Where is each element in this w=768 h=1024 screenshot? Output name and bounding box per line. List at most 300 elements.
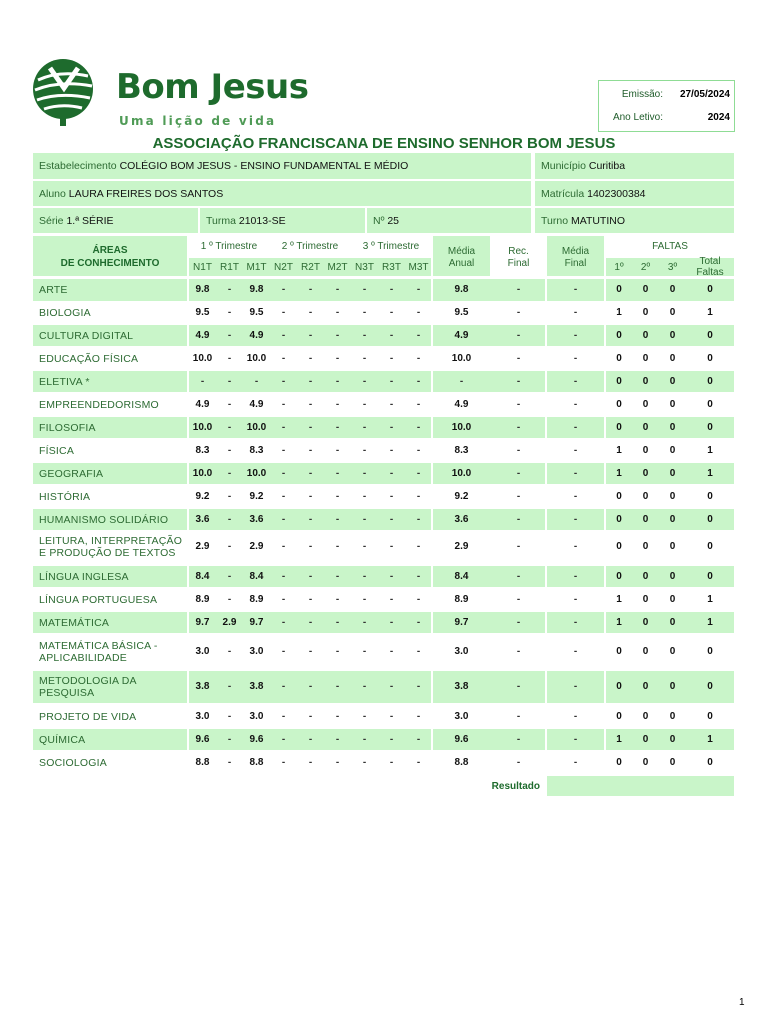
aluno-field [33,181,531,206]
matricula-value: 1402300384 [587,188,646,200]
header-sub-m2t: M2T [327,262,348,273]
grade-cell: - [308,756,313,768]
grade-cell: 8.8 [454,756,469,768]
grade-cell: - [281,329,286,341]
grade-cell: - [335,593,340,605]
grade-cell: - [416,616,421,628]
grade-cell: - [308,593,313,605]
grade-cell: 0 [616,710,622,722]
grade-cell: 10.0 [451,421,472,433]
turma-field [200,208,365,233]
grade-cell: 9.7 [249,616,264,628]
grade-cell: 0 [616,490,622,502]
grade-cell: 1 [616,593,622,605]
grade-cell: - [335,616,340,628]
subject-name: SOCIOLOGIA [39,756,107,769]
grade-cell: 8.3 [454,444,469,456]
grade-cell: - [308,375,313,387]
grade-cell: - [389,284,394,295]
grade-cell: 3.0 [454,646,469,657]
grade-cell: 3.8 [454,681,469,692]
grade-cell: - [281,284,286,295]
header-trimestre-1: 1 º Trimestre [200,241,258,252]
grade-cell: - [335,681,340,692]
grade-cell: 10.0 [192,467,213,479]
grade-cell: 3.0 [249,646,264,657]
grade-cell: 0 [707,570,713,582]
grade-cell: - [416,570,421,582]
header-faltas-1: 1º [614,262,624,273]
grade-cell: - [281,513,286,525]
header-sub-m1t: M1T [246,262,267,273]
grade-cell: - [573,593,578,605]
grade-cell: - [573,570,578,582]
grade-cell: - [227,710,232,722]
header-faltas-2: 2º [640,262,651,273]
grade-cell: 8.8 [249,756,264,768]
grade-cell: 0 [669,284,676,295]
grade-cell: 0 [642,444,649,456]
grade-cell: 9.5 [454,306,469,318]
grade-cell: - [362,490,367,502]
grade-cell: - [516,306,521,318]
grade-cell: 10.0 [246,467,267,479]
subject-name: HUMANISMO SOLIDÁRIO [39,513,169,526]
grade-cell: 0 [669,490,676,502]
grade-cell: 8.3 [195,444,210,456]
grade-cell: - [227,444,232,456]
grade-cell: - [308,352,313,364]
grade-cell: - [281,681,286,692]
grade-cell: 0 [642,681,649,692]
grade-cell: 1 [707,593,713,605]
grade-cell: 0 [642,467,649,479]
grade-cell: - [362,541,367,552]
subject-name: MATEMÁTICA BÁSICA - APLICABILIDADE [39,640,158,664]
header-sub-n1t: N1T [193,262,212,273]
grade-cell: 0 [642,733,649,745]
grade-cell: 0 [669,375,676,387]
grade-cell: 0 [669,756,676,768]
grade-cell: 0 [642,646,649,657]
grade-cell: - [416,681,421,692]
grade-cell: - [516,421,521,433]
grade-cell: - [308,306,313,318]
grade-cell: - [573,681,578,692]
grade-cell: 9.6 [454,733,469,745]
grade-cell: - [254,375,259,387]
grade-cell: 0 [669,570,676,582]
grade-cell: 2.9 [195,541,210,552]
numero-value: 25 [387,215,400,227]
subject-name: LEITURA, INTERPRETAÇÃO E PRODUÇÃO DE TEXTOS [39,535,183,559]
grade-cell: - [416,490,421,502]
grade-cell: 0 [669,306,676,318]
grade-cell: - [281,467,286,479]
grade-cell: - [416,375,421,387]
grade-cell: 9.2 [249,490,264,502]
grade-cell: - [227,467,232,479]
page-number: 1 [739,997,745,1008]
brand-tagline: Uma lição de vida [119,114,277,128]
grade-cell: 0 [642,306,649,318]
matricula-label: Matrícula [541,188,585,200]
grade-cell: 0 [707,375,713,387]
grade-cell: - [573,284,578,295]
grade-cell: - [516,733,521,745]
grade-cell: - [335,756,340,768]
grade-cell: 9.2 [454,490,469,502]
grade-cell: - [389,513,394,525]
grade-cell: - [362,710,367,722]
grade-cell: - [416,513,421,525]
grade-cell: - [573,306,578,318]
grade-cell: 3.0 [454,710,469,722]
grade-cell: - [389,329,394,341]
grade-cell: - [308,681,313,692]
grade-cell: 9.8 [195,284,210,295]
grade-cell: - [516,329,521,341]
grade-cell: 0 [642,756,649,768]
page-title: ASSOCIAÇÃO FRANCISCANA DE ENSINO SENHOR BOM JESUS [152,135,616,152]
header-faltas: FALTAS [652,241,688,252]
grade-cell: - [389,421,394,433]
grade-cell: 0 [642,375,649,387]
grade-cell: 0 [707,352,713,364]
grade-cell: - [362,444,367,456]
grade-cell: - [573,541,578,552]
grade-cell: - [308,616,313,628]
grade-cell: - [335,646,340,657]
grade-cell: - [516,710,521,722]
grade-cell: 0 [669,467,676,479]
grade-cell: 0 [616,329,622,341]
grade-cell: 0 [707,541,713,552]
grade-cell: - [416,756,421,768]
grade-cell: 8.3 [249,444,264,456]
header-sub-m3t: M3T [408,262,429,273]
grade-cell: - [362,421,367,433]
grade-cell: - [362,646,367,657]
grade-cell: - [516,756,521,768]
grade-cell: - [573,513,578,525]
header-rec-final-2: Final [507,258,530,269]
grade-cell: 0 [642,710,649,722]
grade-cell: - [281,541,286,552]
grade-cell: - [281,490,286,502]
grade-cell: 0 [616,541,622,552]
subject-name: FILOSOFIA [39,421,96,434]
grade-cell: - [516,681,521,692]
grade-cell: 2.9 [249,541,264,552]
grade-cell: 9.7 [195,616,210,628]
grade-cell: 8.4 [454,570,469,582]
grade-cell: - [308,284,313,295]
grade-cell: 0 [642,570,649,582]
grade-cell: - [335,467,340,479]
grade-cell: 1 [616,467,622,479]
grade-cell: - [416,646,421,657]
grade-cell: - [362,352,367,364]
grade-cell: 0 [669,421,676,433]
grade-cell: - [335,444,340,456]
grade-cell: - [516,375,521,387]
grade-cell: - [308,444,313,456]
grade-cell: - [573,756,578,768]
grade-cell: - [389,490,394,502]
serie-field [33,208,198,233]
grade-cell: 9.7 [454,616,469,628]
grade-cell: - [308,421,313,433]
grade-cell: - [227,352,232,364]
grade-cell: 1 [707,306,713,318]
grade-cell: - [227,513,232,525]
grade-cell: - [516,513,521,525]
subject-name: PROJETO DE VIDA [39,710,137,723]
grade-cell: - [335,421,340,433]
grade-cell: - [516,352,521,364]
grade-cell: - [516,467,521,479]
grade-cell: - [281,352,286,364]
ano-letivo-row [599,108,736,128]
grade-cell: - [516,541,521,552]
grade-cell: 0 [669,541,676,552]
grade-cell: 0 [707,756,713,768]
grade-cell: - [227,329,232,341]
grade-cell: - [389,646,394,657]
grade-cell: - [281,616,286,628]
ano-letivo-value: 2024 [707,112,730,123]
subject-name: LÍNGUA PORTUGUESA [39,593,158,606]
grade-cell: - [416,541,421,552]
subject-name: FÍSICA [39,444,75,457]
grade-cell: - [362,570,367,582]
grade-cell: - [227,398,232,410]
brand-name: Bom Jesus [116,67,309,107]
grade-cell: 9.5 [249,306,264,318]
grade-cell: - [362,681,367,692]
grade-cell: 0 [616,375,622,387]
estabelecimento-value: COLÉGIO BOM JESUS - ENSINO FUNDAMENTAL E MÉDIO [119,160,409,172]
serie-value: 1.ª SÉRIE [66,215,114,227]
grade-cell: - [335,398,340,410]
grade-cell: 0 [669,398,676,410]
subject-name: MATEMÁTICA [39,616,110,629]
grade-cell: 0 [669,593,676,605]
grade-cell: 9.6 [249,733,264,745]
grade-cell: 9.5 [195,306,210,318]
grade-cell: 0 [707,284,713,295]
grade-cell: - [227,490,232,502]
subject-name: LÍNGUA INGLESA [39,570,129,583]
grade-cell: 0 [642,421,649,433]
emissao-label: Emissão: [621,89,663,100]
municipio-label: Município [541,160,586,172]
subject-name: EDUCAÇÃO FÍSICA [39,352,139,365]
grade-cell: - [389,398,394,410]
header-rec-final-1: Rec. [508,246,529,257]
grade-cell: - [416,398,421,410]
header-media-final-1: Média [561,246,590,257]
grade-cell: - [335,352,340,364]
grade-cell: - [362,616,367,628]
grade-cell: - [389,352,394,364]
municipio-field [535,153,734,179]
emissao-value: 27/05/2024 [679,89,730,100]
grade-cell: - [227,570,232,582]
grade-cell: 3.6 [454,513,469,525]
grade-cell: 0 [669,710,676,722]
grade-cell: - [227,306,232,318]
grade-cell: 1 [707,467,713,479]
grade-cell: 0 [707,329,713,341]
grade-cell: - [573,375,578,387]
grade-cell: 10.0 [451,352,472,364]
matricula-field [535,181,734,206]
subject-name: ARTE [39,284,68,296]
grade-cell: - [516,616,521,628]
grade-cell: 9.8 [454,284,469,295]
grade-cell: 0 [642,352,649,364]
grade-cell: - [362,329,367,341]
grade-cell: - [281,398,286,410]
grade-cell: 0 [642,398,649,410]
bom-jesus-logo-icon [30,58,100,128]
grade-cell: - [516,444,521,456]
grade-cell: 2.9 [454,541,469,552]
grade-cell: - [227,733,232,745]
header-total-faltas-2: Faltas [696,267,724,278]
grade-cell: 8.9 [249,593,264,605]
grade-cell: - [573,398,578,410]
grade-cell: - [281,733,286,745]
grade-cell: 4.9 [454,329,469,341]
header-areas-line2: DE CONHECIMENTO [60,258,160,269]
grade-cell: - [416,284,421,295]
resultado-label: Resultado [491,781,540,792]
grade-cell: - [389,593,394,605]
grade-cell: 8.4 [249,570,264,582]
grade-cell: - [227,681,232,692]
grade-cell: 4.9 [249,398,264,410]
grade-cell: 3.0 [195,710,210,722]
numero-field [367,208,531,233]
turma-value: 21013-SE [238,215,286,227]
grade-cell: - [281,646,286,657]
header-sub-r3t: R3T [382,262,401,273]
grade-cell: - [362,398,367,410]
grade-cell: - [573,467,578,479]
grade-cell: 9.6 [195,733,210,745]
subject-name: CULTURA DIGITAL [39,329,134,342]
aluno-value: LAURA FREIRES DOS SANTOS [68,188,224,200]
header-areas-line1: ÁREAS [92,245,128,256]
grade-cell: 3.0 [195,646,210,657]
grade-cell: 4.9 [195,398,210,410]
grade-cell: 2.9 [222,616,237,628]
grade-cell: 3.6 [195,513,210,525]
grade-cell: - [573,646,578,657]
grade-cell: 0 [616,284,622,295]
grade-cell: - [573,733,578,745]
grade-cell: - [335,513,340,525]
subject-name: GEOGRAFIA [39,467,104,480]
grade-cell: 0 [616,570,622,582]
grade-cell: 0 [669,352,676,364]
municipio-value: Curitiba [588,160,626,172]
grade-cell: - [362,756,367,768]
grade-cell: - [573,616,578,628]
turma-label: Turma [206,215,236,227]
grade-cell: 0 [642,513,649,525]
grade-cell: 0 [707,681,713,692]
grade-cell: - [389,710,394,722]
header-media-final-2: Final [564,258,587,269]
grade-cell: 4.9 [454,398,469,410]
grade-cell: - [516,398,521,410]
grade-cell: - [416,733,421,745]
grade-cell: - [389,444,394,456]
grade-cell: - [389,541,394,552]
grade-cell: - [362,593,367,605]
grade-cell: 0 [642,541,649,552]
grade-cell: 0 [707,710,713,722]
grade-cell: - [573,710,578,722]
grade-cell: - [281,375,286,387]
grade-cell: - [281,593,286,605]
grade-cell: 8.9 [195,593,210,605]
grade-cell: - [416,444,421,456]
grade-cell: 4.9 [249,329,264,341]
grade-cell: - [281,710,286,722]
grade-cell: - [389,570,394,582]
grade-cell: - [516,646,521,657]
grade-cell: - [281,444,286,456]
grade-cell: - [335,570,340,582]
grade-cell: - [516,593,521,605]
grade-cell: 8.8 [195,756,210,768]
grade-cell: - [573,329,578,341]
grade-cell: 0 [669,733,676,745]
grade-cell: - [362,467,367,479]
grade-cell: - [227,284,232,295]
numero-label: Nº [373,215,385,227]
emissao-row [599,85,736,105]
grade-cell: - [389,756,394,768]
grade-cell: - [389,733,394,745]
grade-cell: 10.0 [192,421,213,433]
grade-cell: - [362,306,367,318]
grade-cell: - [362,733,367,745]
header-media-anual-2: Anual [448,258,475,269]
grade-cell: - [389,306,394,318]
grade-cell: 0 [707,513,713,525]
subject-name: METODOLOGIA DA PESQUISA [39,675,137,699]
estabelecimento-label: Estabelecimento [39,160,117,172]
grade-cell: - [416,329,421,341]
grade-cell: - [308,398,313,410]
grade-cell: 10.0 [246,421,267,433]
grade-cell: 0 [616,681,622,692]
grade-cell: 0 [707,646,713,657]
grade-cell: - [389,681,394,692]
grade-cell: 9.2 [195,490,210,502]
grade-cell: - [335,710,340,722]
grade-cell: 1 [616,616,622,628]
grade-cell: - [335,375,340,387]
grade-cell: - [362,513,367,525]
grade-cell: - [308,490,313,502]
